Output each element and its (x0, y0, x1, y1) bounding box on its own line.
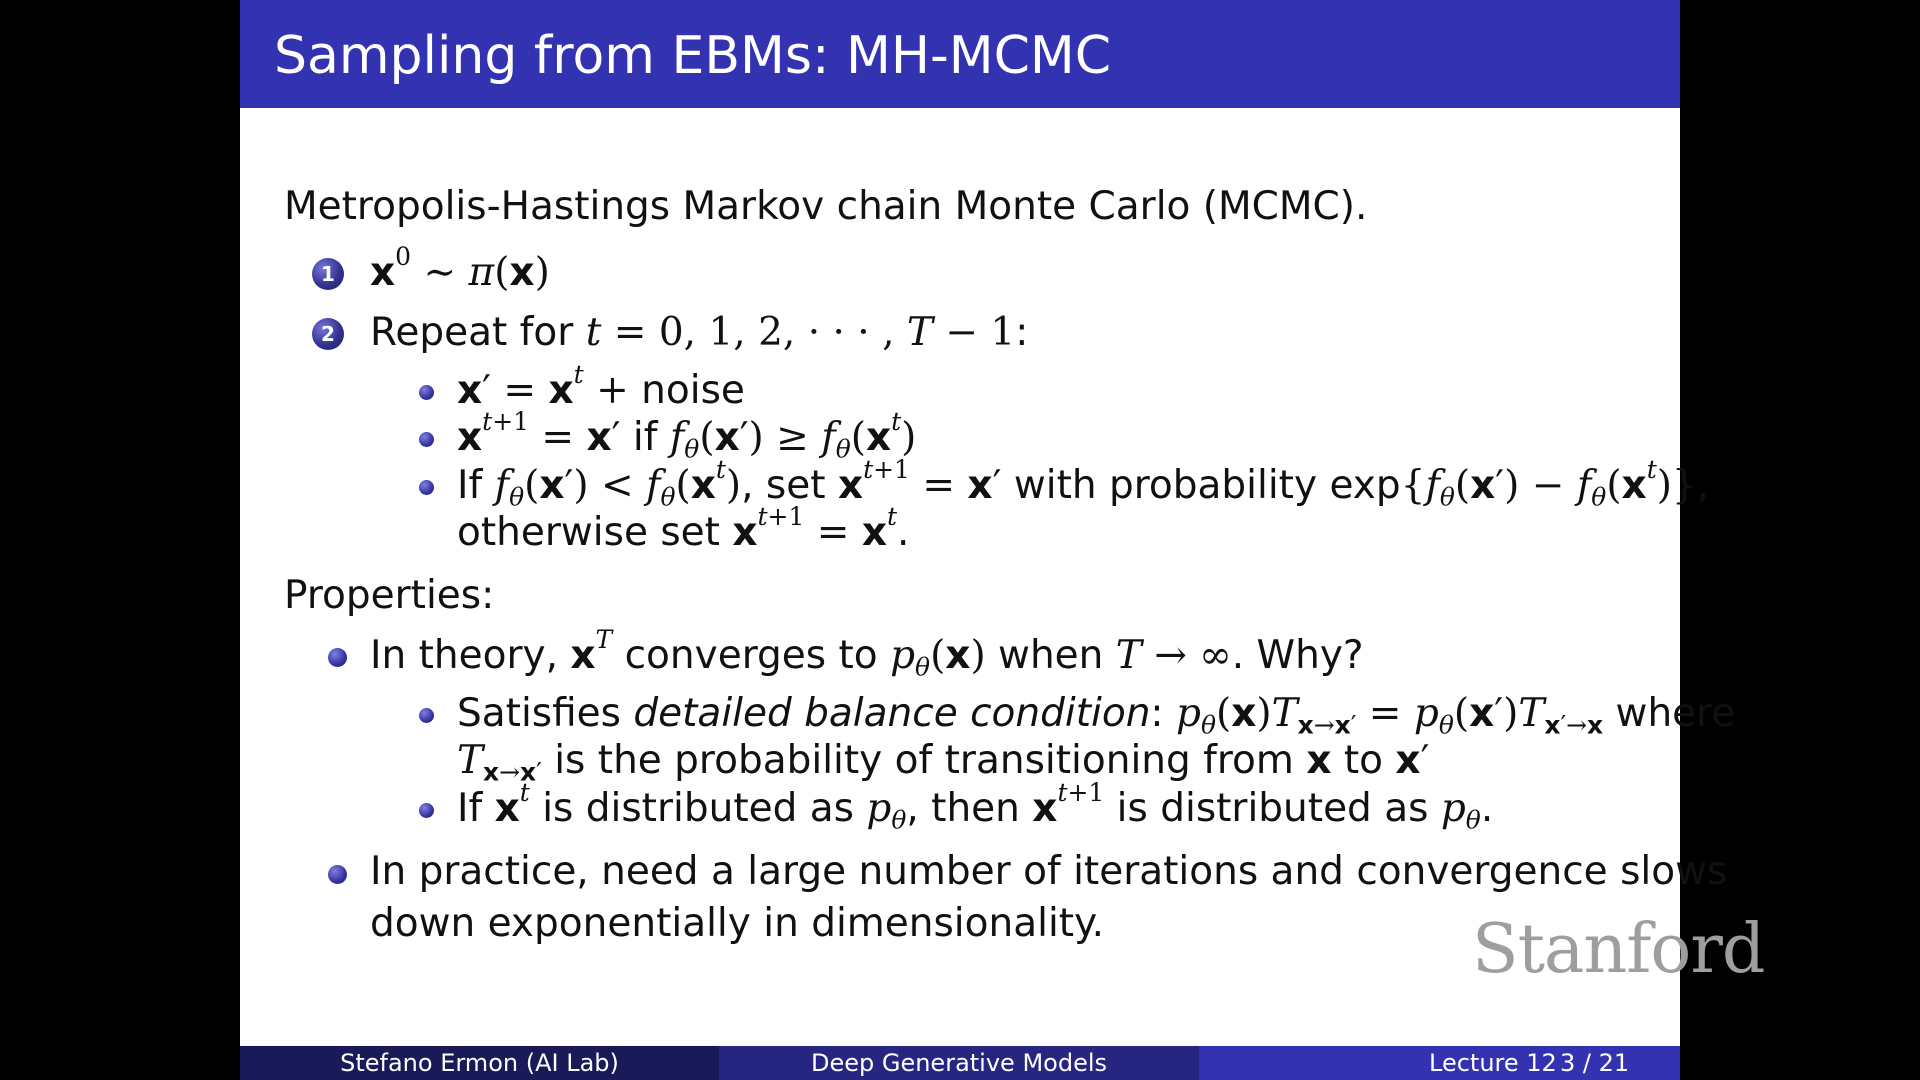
property-1-sub-1-line-1: Satisfies detailed balance condition: $p_\theta(x)T_{x\to x'} = p_\theta(x')T_{x'\to x}$ where (457, 691, 1736, 740)
property-2-line-1: In practice, need a large number of iterations and convergence slows (370, 849, 1728, 894)
substep-1: $x' = x^t$ + noise (457, 360, 745, 413)
slide (240, 0, 1765, 1080)
enum-marker-2: 2 (312, 318, 344, 350)
bullet (419, 432, 434, 447)
properties-label: Properties: (284, 573, 495, 618)
footer-lecture: Lecture 12 (1429, 1049, 1557, 1077)
stanford-logo: Stanford (1472, 910, 1765, 989)
bullet (419, 480, 434, 495)
step-1: $x^0$ ∼ π(x) (370, 242, 550, 295)
intro-text: Metropolis-Hastings Markov chain Monte Carlo (MCMC). (284, 184, 1368, 229)
enum-marker-1: 1 (312, 258, 344, 290)
property-1-sub-2: If $x^t$ is distributed as $p_\theta$, then $x^{t+1}$ is distributed as $p_\theta$. (457, 778, 1494, 835)
bullet (328, 865, 347, 884)
footer-bar (240, 1046, 1680, 1080)
substep-3-line-2: otherwise set $x^{t+1} = x^t$. (457, 502, 910, 555)
footer-course: Deep Generative Models (719, 1046, 1199, 1080)
step-2: Repeat for t = 0, 1, 2, · · · , T − 1: (370, 310, 1029, 355)
substep-2: $x^{t+1} = x'$ if $f_\theta(x') \ge f_\theta(x^t)$ (457, 407, 917, 464)
bullet (419, 803, 434, 818)
property-1: In theory, $x^T$ converges to $p_\theta(x)$ when T → ∞. Why? (370, 625, 1364, 682)
substep-3-line-1: If $f_\theta(x') < f_\theta(x^t)$, set $x^{t+1} = x'$ with probability $\exp\{f_\theta(x') - f_\theta(x^t)\}$, (457, 455, 1710, 512)
bullet (419, 708, 434, 723)
slide-content (240, 0, 1736, 1040)
property-2-line-2: down exponentially in dimensionality. (370, 901, 1104, 946)
footer-page-number: 3 / 21 (1560, 1049, 1630, 1077)
bullet (328, 648, 347, 667)
footer-author: Stefano Ermon (AI Lab) (240, 1046, 719, 1080)
slide-title: Sampling from EBMs: MH-MCMC (274, 26, 1112, 86)
property-1-sub-1-line-2: $T_{x\to x'}$ is the probability of transitioning from x to x′ (457, 738, 1430, 787)
footer-right (1199, 1046, 1680, 1080)
bullet (419, 385, 434, 400)
